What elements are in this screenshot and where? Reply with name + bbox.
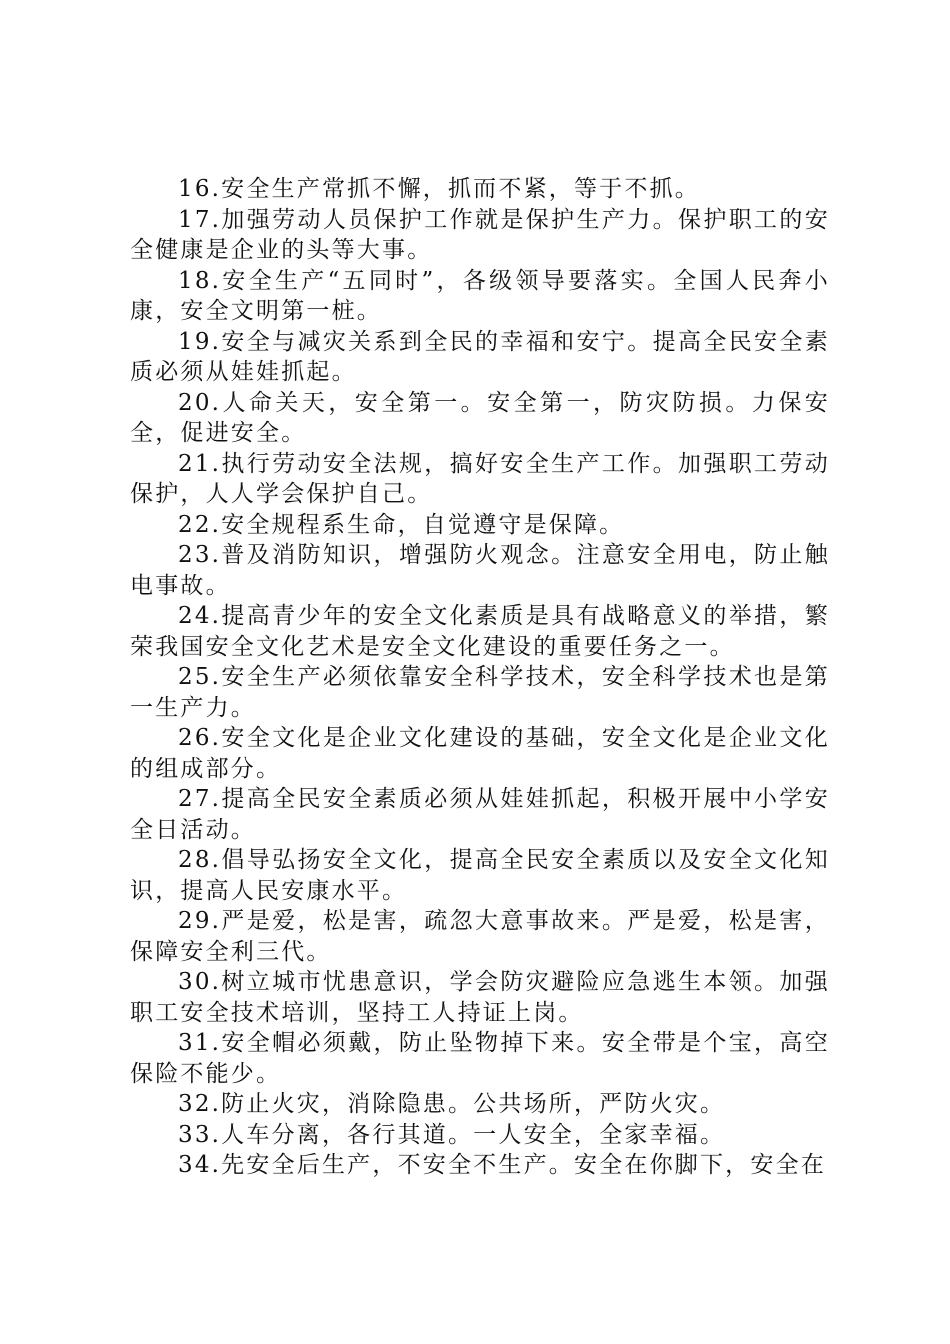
- paragraph-20: 20.人命关天，安全第一。安全第一，防灾防损。力保安全，促进安全。: [130, 389, 830, 446]
- paragraph-17: 17.加强劳动人员保护工作就是保护生产力。保护职工的安全健康是企业的头等大事。: [130, 206, 830, 263]
- paragraph-27: 27.提高全民安全素质必须从娃娃抓起，积极开展中小学安全日活动。: [130, 786, 830, 843]
- paragraph-22: 22.安全规程系生命，自觉遵守是保障。: [178, 511, 625, 538]
- paragraph-32: 32.防止火灾，消除隐患。公共场所，严防火灾。: [178, 1091, 726, 1117]
- paragraph-34: 34.先安全后生产，不安全不生产。安全在你脚下，安全在: [178, 1152, 826, 1178]
- paragraph-16: 16.安全生产常抓不懈，抓而不紧，等于不抓。: [178, 176, 700, 202]
- paragraph-21: 21.执行劳动安全法规，搞好安全生产工作。加强职工劳动保护，人人学会保护自己。: [130, 450, 830, 507]
- paragraph-26: 26.安全文化是企业文化建设的基础，安全文化是企业文化的组成部分。: [130, 725, 830, 782]
- document-body: [130, 174, 830, 1181]
- paragraph-23: 23.普及消防知识，增强防火观念。注意安全用电，防止触电事故。: [130, 542, 830, 599]
- paragraph-18: 18.安全生产“五同时”，各级领导要落实。全国人民奔小康，安全文明第一桩。: [130, 267, 830, 324]
- paragraph-24: 24.提高青少年的安全文化素质是具有战略意义的举措，繁荣我国安全文化艺术是安全文化建设的重要任务之一。: [130, 603, 830, 660]
- paragraph-28: 28.倡导弘扬安全文化，提高全民安全素质以及安全文化知识，提高人民安康水平。: [130, 847, 830, 904]
- paragraph-30: 30.树立城市忧患意识，学会防灾避险应急逃生本领。加强职工安全技术培训，坚持工人持证上岗。: [130, 969, 830, 1026]
- paragraph-19: 19.安全与减灾关系到全民的幸福和安宁。提高全民安全素质必须从娃娃抓起。: [130, 328, 830, 385]
- paragraph-29: 29.严是爱，松是害，疏忽大意事故来。严是爱，松是害，保障安全利三代。: [130, 908, 830, 965]
- paragraph-25: 25.安全生产必须依靠安全科学技术，安全科学技术也是第一生产力。: [130, 664, 830, 721]
- paragraph-33: 33.人车分离，各行其道。一人安全，全家幸福。: [178, 1121, 726, 1148]
- paragraph-31: 31.安全帽必须戴，防止坠物掉下来。安全带是个宝，高空保险不能少。: [130, 1030, 830, 1087]
